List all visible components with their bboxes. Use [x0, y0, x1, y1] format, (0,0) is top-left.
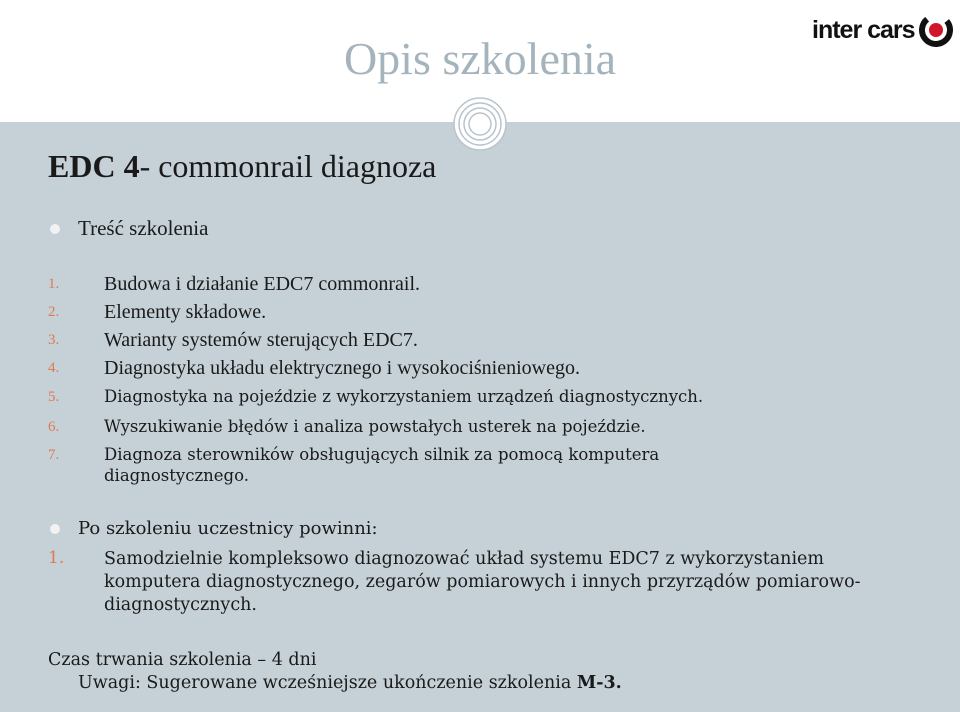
list-text: Diagnoza sterowników obsługujących silnik za pomocą komputera diagnostycznego. [104, 445, 660, 485]
list-number: 3. [48, 332, 60, 348]
notes-text: Uwagi: Sugerowane wcześniejsze ukończenie szkolenia [78, 673, 577, 693]
list-item [48, 329, 418, 352]
list-number: 2. [48, 304, 60, 320]
outcome-text: Samodzielnie kompleksowo diagnozować układ systemu EDC7 z wykorzystaniem komputera diagnostycznego, zegarów pomiarowych i innych przyrządów pomiarowo-diagnostycznych. [104, 549, 861, 615]
prerequisite-code: M-3. [576, 673, 622, 693]
bullet-dot-icon [50, 224, 60, 234]
list-number: 1. [48, 548, 65, 568]
list-number: 6. [48, 419, 60, 435]
list-item [48, 444, 804, 486]
list-text: Wyszukiwanie błędów i analiza powstałych usterek na pojeździe. [104, 417, 646, 436]
list-text: Budowa i działanie EDC7 commonrail. [104, 273, 421, 295]
course-subtitle: - commonrail diagnoza [139, 148, 437, 184]
course-code: EDC 4 [48, 148, 140, 184]
list-text: Warianty systemów sterujących EDC7. [104, 329, 418, 351]
inter-cars-logo [812, 10, 953, 50]
slide-title: Opis szkolenia [343, 33, 617, 84]
list-number: 5. [48, 389, 60, 405]
course-duration: Czas trwania szkolenia – 4 dni [48, 650, 317, 670]
list-number: 7. [48, 447, 60, 463]
list-item [48, 416, 646, 437]
course-heading [48, 148, 436, 185]
list-item [48, 386, 703, 407]
logo-icon [919, 13, 953, 47]
list-item [48, 301, 266, 324]
list-text: Diagnostyka na pojeździe z wykorzystaniem urządzeń diagnostycznych. [104, 387, 704, 406]
list-item [48, 273, 420, 296]
decorative-rings-icon [452, 96, 508, 152]
outcomes-label: Po szkoleniu uczestnicy powinni: [78, 518, 378, 539]
contents-label: Treść szkolenia [78, 216, 209, 240]
outcomes-bullet [50, 518, 378, 539]
course-notes [78, 673, 622, 693]
logo-text: inter cars [812, 15, 915, 44]
contents-bullet [50, 216, 208, 241]
list-item [48, 357, 580, 380]
bullet-dot-icon [50, 524, 60, 534]
list-text: Elementy składowe. [104, 301, 267, 323]
list-number: 1. [48, 276, 60, 292]
list-number: 4. [48, 360, 60, 376]
outcome-item [48, 548, 914, 617]
list-text: Diagnostyka układu elektrycznego i wysokociśnieniowego. [104, 357, 580, 379]
